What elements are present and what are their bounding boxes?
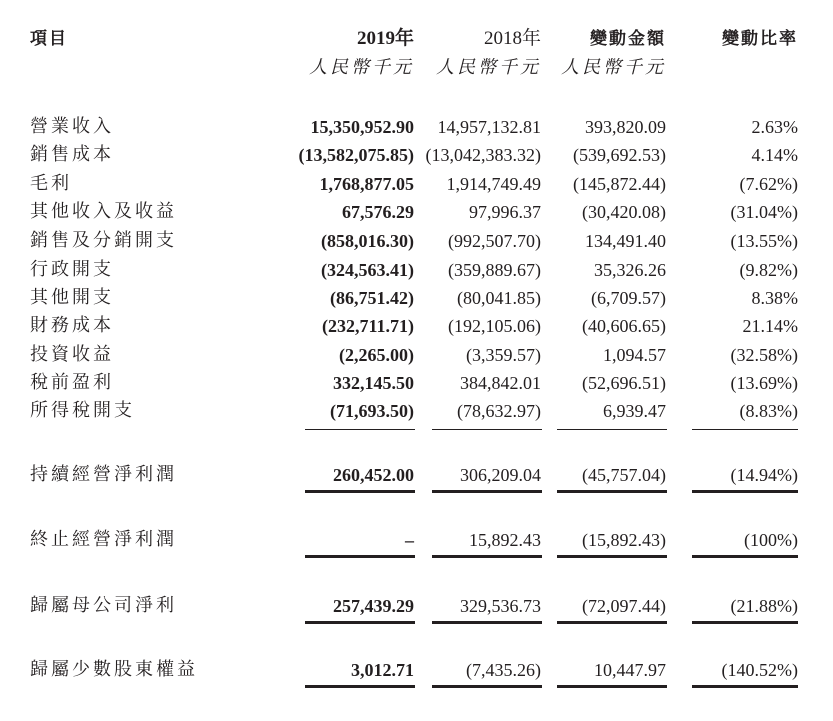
- total-rule: [432, 621, 542, 624]
- total-rule: [305, 555, 415, 558]
- total-rule: [432, 555, 542, 558]
- item-column-header: 項目: [30, 29, 68, 49]
- row-label: 銷售成本: [30, 144, 114, 165]
- row-value-2019: (324,563.41): [321, 260, 414, 280]
- row-value-2019: 332,145.50: [333, 373, 414, 393]
- total-label: 歸屬母公司淨利: [30, 595, 177, 616]
- total-label: 終止經營淨利潤: [30, 529, 177, 550]
- total-rule: [305, 685, 415, 688]
- row-value-2018: 97,996.37: [469, 202, 541, 222]
- total-rule: [557, 490, 667, 493]
- year-2019-header: 2019年: [356, 28, 414, 49]
- row-label: 其他開支: [30, 287, 114, 308]
- row-change: 134,491.40: [585, 231, 666, 251]
- total-value-2019: 260,452.00: [333, 465, 414, 485]
- row-ratio: 4.14%: [751, 145, 798, 165]
- total-change: (15,892.43): [582, 530, 666, 550]
- total-rule: [557, 555, 667, 558]
- unit-2018: 人民幣千元: [436, 57, 541, 78]
- total-rule: [305, 621, 415, 624]
- row-ratio: (8.83%): [739, 401, 798, 421]
- row-label: 財務成本: [30, 315, 114, 336]
- subtotal-rule-2018: [432, 429, 542, 430]
- total-rule: [305, 490, 415, 493]
- row-value-2018: (3,359.57): [466, 345, 541, 365]
- row-ratio: (31.04%): [730, 202, 798, 222]
- row-value-2018: (13,042,383.32): [425, 145, 541, 165]
- row-ratio: (32.58%): [730, 345, 798, 365]
- unit-change: 人民幣千元: [561, 57, 666, 78]
- row-change: 1,094.57: [603, 345, 666, 365]
- row-change: (539,692.53): [573, 145, 666, 165]
- row-value-2019: (2,265.00): [339, 345, 414, 365]
- total-change: (45,757.04): [582, 465, 666, 485]
- row-ratio: (13.69%): [730, 373, 798, 393]
- row-label: 行政開支: [30, 259, 114, 280]
- total-rule: [692, 555, 798, 558]
- row-value-2018: (992,507.70): [448, 231, 541, 251]
- total-label: 持續經營淨利潤: [30, 464, 177, 485]
- row-change: (52,696.51): [582, 373, 666, 393]
- total-value-2019: 257,439.29: [333, 596, 414, 616]
- row-ratio: 8.38%: [751, 288, 798, 308]
- row-label: 銷售及分銷開支: [30, 230, 177, 251]
- row-label: 營業收入: [30, 116, 114, 137]
- row-ratio: (7.62%): [739, 174, 798, 194]
- row-label: 所得稅開支: [30, 400, 135, 421]
- total-value-2018: 329,536.73: [460, 596, 541, 616]
- row-value-2019: (71,693.50): [330, 401, 414, 421]
- row-ratio: (13.55%): [730, 231, 798, 251]
- year-2018-header: 2018年: [483, 28, 541, 49]
- total-rule: [432, 685, 542, 688]
- total-rule: [692, 621, 798, 624]
- total-rule: [692, 490, 798, 493]
- row-change: (40,606.65): [582, 316, 666, 336]
- total-change: (72,097.44): [582, 596, 666, 616]
- row-value-2019: 67,576.29: [342, 202, 414, 222]
- total-ratio: (21.88%): [730, 596, 798, 616]
- row-value-2018: 14,957,132.81: [437, 117, 541, 137]
- row-change: (145,872.44): [573, 174, 666, 194]
- subtotal-rule-change: [557, 429, 667, 430]
- subtotal-rule-ratio: [692, 429, 798, 430]
- row-value-2019: (86,751.42): [330, 288, 414, 308]
- row-ratio: 2.63%: [751, 117, 798, 137]
- row-value-2018: (80,041.85): [457, 288, 541, 308]
- row-value-2018: 1,914,749.49: [446, 174, 541, 194]
- row-change: 35,326.26: [594, 260, 666, 280]
- total-rule: [557, 685, 667, 688]
- row-change: (6,709.57): [591, 288, 666, 308]
- change-ratio-header: 變動比率: [722, 29, 798, 49]
- row-value-2019: 1,768,877.05: [319, 174, 414, 194]
- total-label: 歸屬少數股東權益: [30, 659, 198, 680]
- row-label: 其他收入及收益: [30, 201, 177, 222]
- total-rule: [692, 685, 798, 688]
- total-value-2018: 306,209.04: [460, 465, 541, 485]
- row-value-2019: (858,016.30): [321, 231, 414, 251]
- row-ratio: (9.82%): [739, 260, 798, 280]
- row-value-2018: 384,842.01: [460, 373, 541, 393]
- row-value-2018: (78,632.97): [457, 401, 541, 421]
- subtotal-rule-2019: [305, 429, 415, 430]
- row-value-2018: (359,889.67): [448, 260, 541, 280]
- total-value-2019: –: [405, 530, 414, 550]
- total-rule: [432, 490, 542, 493]
- total-change: 10,447.97: [594, 660, 666, 680]
- row-value-2019: 15,350,952.90: [310, 117, 414, 137]
- total-value-2019: 3,012.71: [351, 660, 414, 680]
- row-value-2018: (192,105.06): [448, 316, 541, 336]
- row-label: 投資收益: [30, 344, 114, 365]
- total-ratio: (100%): [744, 530, 798, 550]
- total-ratio: (140.52%): [721, 660, 798, 680]
- change-amount-header: 變動金額: [590, 29, 666, 49]
- total-rule: [557, 621, 667, 624]
- row-ratio: 21.14%: [742, 316, 798, 336]
- total-value-2018: (7,435.26): [466, 660, 541, 680]
- row-value-2019: (232,711.71): [322, 316, 414, 336]
- row-change: (30,420.08): [582, 202, 666, 222]
- row-change: 6,939.47: [603, 401, 666, 421]
- total-value-2018: 15,892.43: [469, 530, 541, 550]
- row-change: 393,820.09: [585, 117, 666, 137]
- row-label: 毛利: [30, 173, 72, 194]
- unit-2019: 人民幣千元: [309, 57, 414, 78]
- row-label: 稅前盈利: [30, 372, 114, 393]
- total-ratio: (14.94%): [730, 465, 798, 485]
- row-value-2019: (13,582,075.85): [298, 145, 414, 165]
